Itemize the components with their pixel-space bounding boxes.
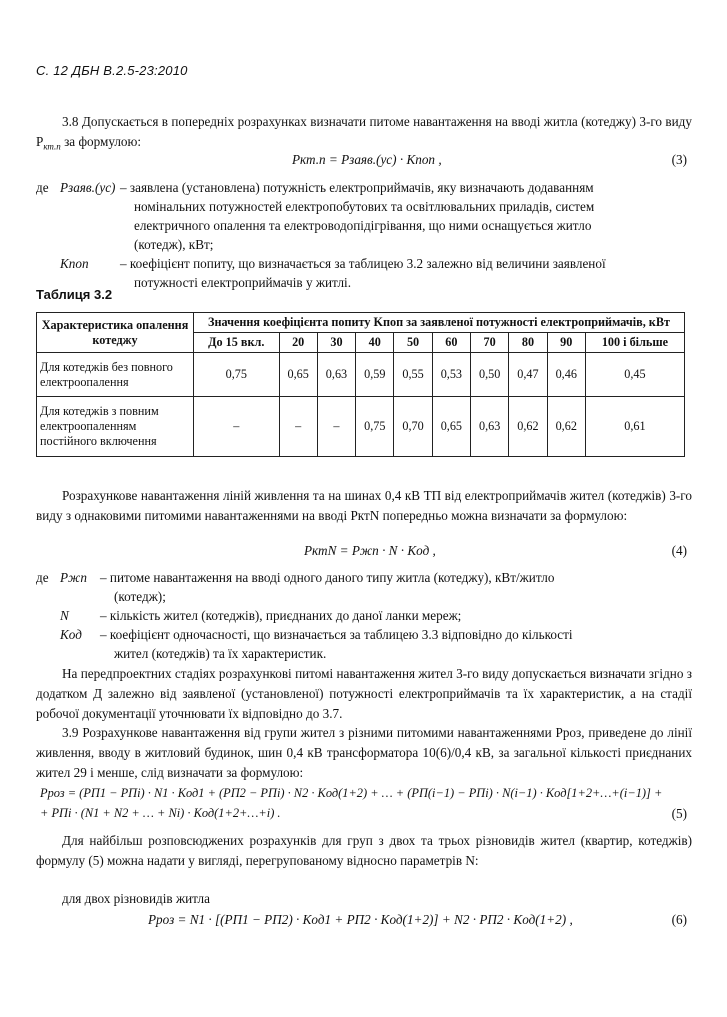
- definition-k-od: Kод – коефіцієнт одночасності, що визначається за таблицею 3.3 відповідно до кількості жител (котеджів) та їх характеристик.: [60, 627, 573, 661]
- col-header: 30: [317, 333, 355, 353]
- formula-4: PктN = Pжп · N · Kод ,: [304, 543, 436, 558]
- page-header: С. 12 ДБН В.2.5-23:2010: [36, 63, 188, 78]
- table-cell: 0,62: [509, 397, 547, 457]
- col-header: 20: [279, 333, 317, 353]
- table-row: [37, 397, 685, 457]
- col-header: 50: [394, 333, 432, 353]
- formula-5-line-1: Pроз = (PП1 − PПi) · N1 · Kод1 + (PП2 − PПi) · N2 · Kод(1+2) + … + (PП(i−1) − PПi) · N(i−1) · Kод[1+2+…+(i−1)] +: [40, 786, 663, 800]
- table-cell: 0,59: [356, 353, 394, 397]
- table-cell: 0,47: [509, 353, 547, 397]
- header-heating-type: Характеристика опалення котеджу: [37, 313, 194, 353]
- table-cell: 0,65: [279, 353, 317, 397]
- paragraph-3-9: 3.9 Розрахункове навантаження від групи жител з різними питомими навантаженнями Pроз, приведене до лінії живлення, вводу в житловий будинок, шин 0,4 кВ трансформатора 10(6)/0,4 кВ, за загальної кількості приєднаних жител 29 і менше, слід визначати за формулою:: [36, 725, 692, 780]
- table-cell: 0,50: [471, 353, 509, 397]
- col-header: 90: [547, 333, 585, 353]
- definition-p-zayav: де Pзаяв.(ус) – заявлена (установлена) потужність електроприймачів, яку визначають додаванням номінальних потужностей електропобутових та освітлювальних приладів, систем електричного опалення та електроводопідігрівання, що ними оснащується житло (котедж), кВт;: [36, 180, 595, 252]
- table-cell: 0,75: [356, 397, 394, 457]
- col-header: 100 і більше: [585, 333, 684, 353]
- table-cell: 0,61: [585, 397, 684, 457]
- col-header: 80: [509, 333, 547, 353]
- table-header-row: [37, 313, 685, 333]
- table-row: [37, 353, 685, 397]
- table-cell: 0,63: [317, 353, 355, 397]
- equation-number-6: (6): [671, 912, 687, 927]
- table-cell: 0,75: [194, 353, 280, 397]
- equation-number-4: (4): [671, 543, 687, 558]
- col-header: 70: [471, 333, 509, 353]
- table-cell: –: [194, 397, 280, 457]
- col-header: 40: [356, 333, 394, 353]
- table-cell: 0,53: [432, 353, 470, 397]
- table-cell: 0,65: [432, 397, 470, 457]
- table-cell: –: [279, 397, 317, 457]
- formula-5-line-2: + PПi · (N1 + N2 + … + Ni) · Kод(1+2+…+i) .: [40, 806, 281, 820]
- col-header: 60: [432, 333, 470, 353]
- definition-n: N – кількість жител (котеджів), приєднаних до даної ланки мереж;: [60, 608, 462, 623]
- table-caption: Таблиця 3.2: [36, 287, 113, 302]
- row-label: Для котеджів з повним електроопаленням постійного включення: [37, 397, 194, 457]
- paragraph-two-kinds: для двох різновидів житла: [62, 891, 210, 906]
- col-header: До 15 вкл.: [194, 333, 280, 353]
- paragraph-groups: Для найбільш розповсюджених розрахунків для груп з двох та трьох різновидів жител (квартир, котеджів) формулу (5) можна надати у вигляді, перегрупованому відносно параметрів N:: [36, 833, 692, 868]
- equation-number-5: (5): [671, 806, 687, 821]
- formula-6: Pроз = N1 · [(PП1 − PП2) · Kод1 + PП2 · Kод(1+2)] + N2 · PП2 · Kод(1+2) ,: [148, 912, 573, 927]
- paragraph-preproject: На передпроектних стадіях розрахункові питомі навантаження жител 3-го виду допускається визначати згідно з додатком Д залежно від заявленої (установленої) потужності електроприймачів та їх характеристик, а на стадії робочої документації уточнювати їх відповідно до 3.7.: [36, 666, 692, 721]
- equation-number-3: (3): [671, 152, 687, 167]
- formula-3: Pкт.п = Pзаяв.(ус) · Kпоп ,: [292, 152, 442, 167]
- paragraph-lines: Розрахункове навантаження ліній живлення та на шинах 0,4 кВ ТП від електроприймачів жител (котеджів) 3-го виду з однаковими питомими навантаженнями на вводі PктN попередньо можна визначати за формулою:: [36, 488, 692, 523]
- table-cell: 0,46: [547, 353, 585, 397]
- table-cell: –: [317, 397, 355, 457]
- header-demand-values: Значення коефіцієнта попиту Kпоп за заявленої потужності електроприймачів, кВт: [194, 313, 685, 333]
- definition-p-zhp: де Pжп – питоме навантаження на вводі одного даного типу житла (котеджу), кВт/житло (котедж);: [36, 570, 555, 604]
- table-cell: 0,63: [471, 397, 509, 457]
- table-cell: 0,62: [547, 397, 585, 457]
- table-cell: 0,55: [394, 353, 432, 397]
- table-cell: 0,45: [585, 353, 684, 397]
- row-label: Для котеджів без повного електроопалення: [37, 353, 194, 397]
- paragraph-3-8: 3.8 Допускається в попередніх розрахунках визначати питоме навантаження на вводі житла (котеджу) 3-го виду $P_{кт.п}$ за формулою:: [36, 114, 692, 152]
- demand-coefficient-table: [36, 312, 685, 457]
- definition-k-pop: Kпоп – коефіцієнт попиту, що визначається за таблицею 3.2 залежно від величини заявленої потужності електроприймачів у житлі.: [60, 256, 606, 290]
- table-cell: 0,70: [394, 397, 432, 457]
